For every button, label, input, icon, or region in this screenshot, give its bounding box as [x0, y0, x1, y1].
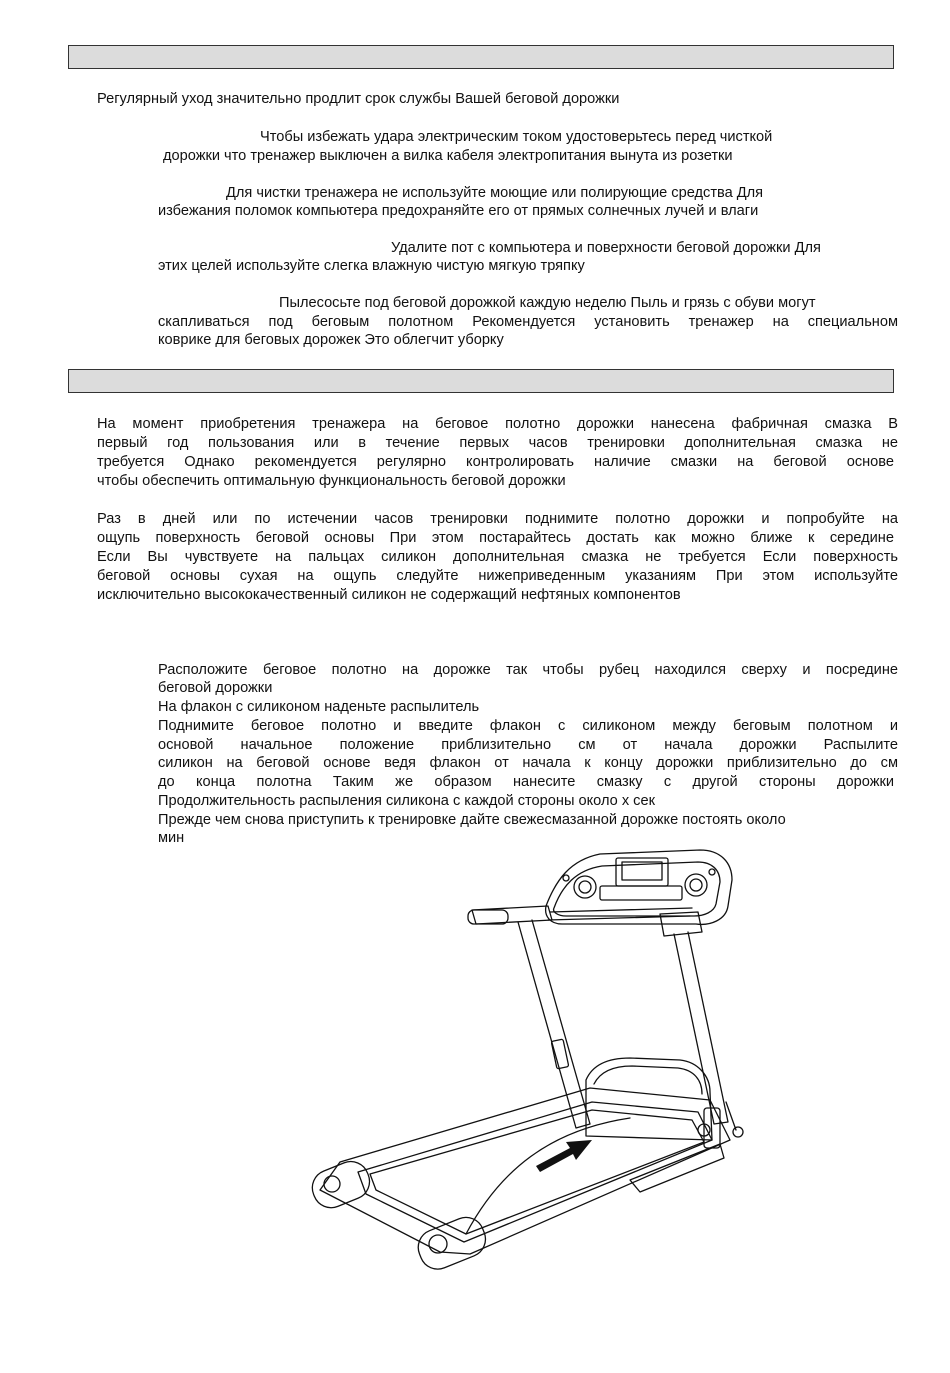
treadmill-illustration: [300, 840, 760, 1270]
care-p4-line1: Пылесосьте под беговой дорожкой каждую неделю Пыль и грязь с обуви могут: [279, 295, 816, 311]
care-p3-line1: Удалите пот с компьютера и поверхности беговой дорожки Для: [391, 240, 821, 256]
care-p2-line2: избежания поломок компьютера предохраняйте его от прямых солнечных лучей и влаги: [158, 203, 759, 219]
lube-p1-line4: чтобы обеспечить оптимальную функциональность беговой дорожки: [97, 473, 566, 489]
lube-p1-line2: первый год пользования или в течение первых часов тренировки дополнительная смазка не: [97, 435, 898, 451]
belt-direction-arrow-icon: [536, 1140, 592, 1172]
care-p1-line2: дорожки что тренажер выключен а вилка кабеля электропитания вынута из розетки: [163, 148, 733, 164]
section-header-lubrication: [68, 369, 894, 393]
lube-p2-line1: Раз в дней или по истечении часов тренировки поднимите полотно дорожки и попробуйте на: [97, 511, 898, 527]
lube-step1-line1: Расположите беговое полотно на дорожке так чтобы рубец находился сверху и посредине: [158, 662, 898, 678]
lube-p1-line1: На момент приобретения тренажера на беговое полотно дорожки нанесена фабричная смазка В: [97, 416, 898, 432]
care-p4-line2: скапливаться под беговым полотном Рекомендуется установить тренажер на специальном: [158, 314, 898, 330]
lube-p2-line2: ощупь поверхность беговой основы При этом постарайтесь достать как можно ближе к середине: [97, 530, 894, 546]
care-p3-line2: этих целей используйте слегка влажную чистую мягкую тряпку: [158, 258, 585, 274]
care-p2-line1: Для чистки тренажера не используйте моющие или полирующие средства Для: [226, 185, 764, 201]
lube-step4-line1: Прежде чем снова приступить к тренировке дайте свежесмазанной дорожке постоять около: [158, 812, 786, 828]
lube-step2: На флакон с силиконом наденьте распылитель: [158, 699, 480, 715]
section-header-care: [68, 45, 894, 69]
care-p4-line3: коврике для беговых дорожек Это облегчит уборку: [158, 332, 504, 348]
lube-p2-line3: Если Вы чувствуете на пальцах силикон дополнительная смазка не требуется Если поверхность: [97, 549, 898, 565]
lube-step1-line2: беговой дорожки: [158, 680, 273, 696]
care-intro: Регулярный уход значительно продлит срок службы Вашей беговой дорожки: [97, 91, 620, 107]
lube-step3-line3: силикон на беговой основе ведя флакон от начала к концу дорожки приблизительно до см: [158, 755, 898, 771]
lube-p1-line3: требуется Однако рекомендуется регулярно контролировать наличие смазки на беговой основе: [97, 454, 894, 470]
lube-step3-line2: основой начальное положение приблизительно см от начала дорожки Распылите: [158, 737, 898, 753]
lube-step3-line4: до конца полотна Таким же образом нанесите смазку с другой стороны дорожки: [158, 774, 894, 790]
lube-step4-line2: мин: [158, 830, 185, 846]
lube-p2-line4: беговой основы сухая на ощупь следуйте нижеприведенным указаниям При этом используйте: [97, 568, 898, 584]
lube-step3-line1: Поднимите беговое полотно и введите флакон с силиконом между беговым полотном и: [158, 718, 898, 734]
lube-step3-line5: Продолжительность распыления силикона с каждой стороны около х сек: [158, 793, 655, 809]
lube-p2-line5: исключительно высококачественный силикон не содержащий нефтяных компонентов: [97, 587, 681, 603]
care-p1-line1: Чтобы избежать удара электрическим током удостоверьтесь перед чисткой: [260, 129, 773, 145]
